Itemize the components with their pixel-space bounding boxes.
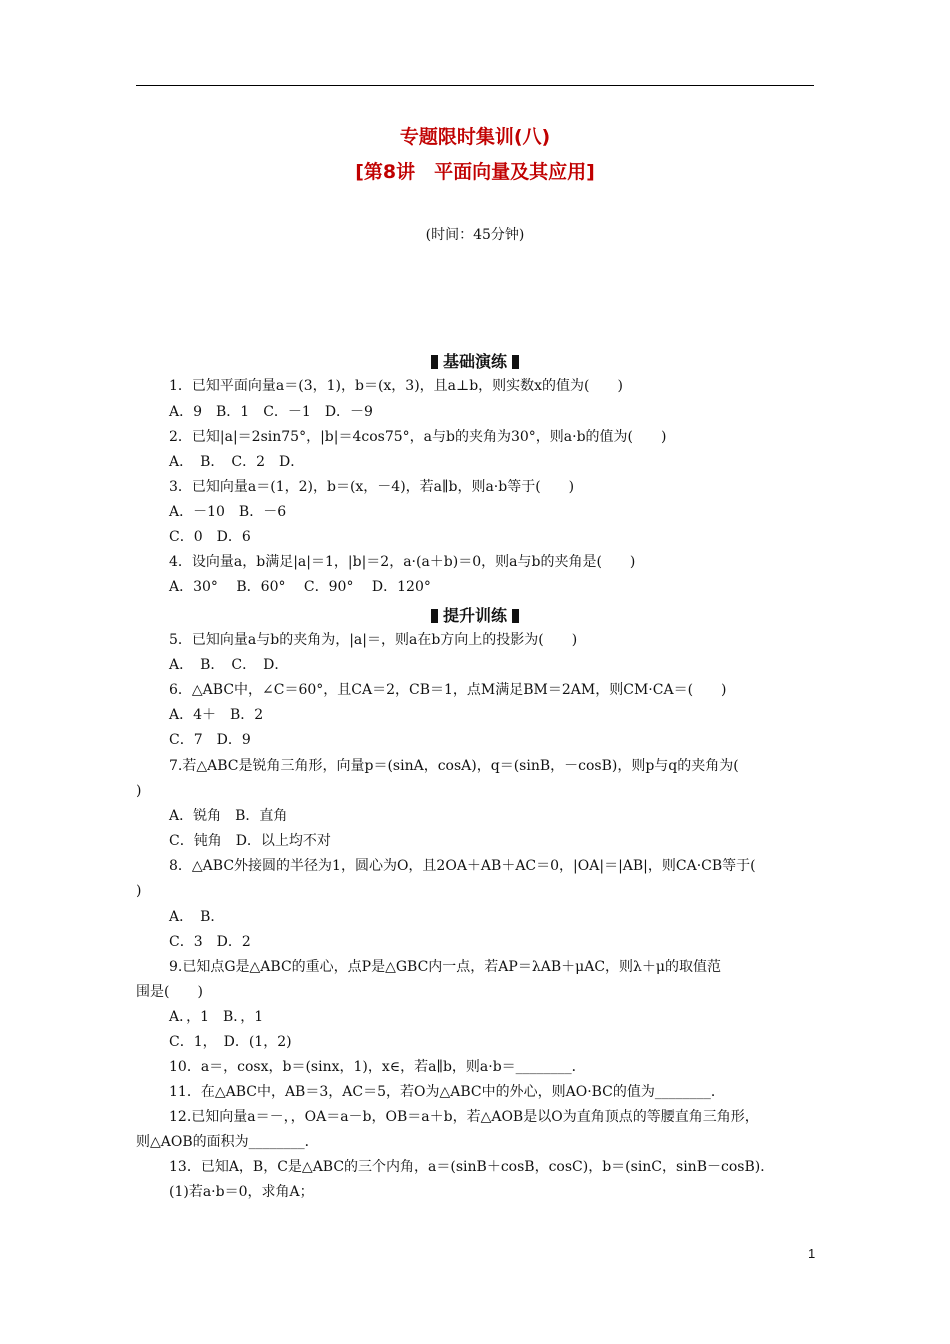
question-5-options: A． B． C． D．: [169, 657, 289, 673]
question-7: 7.若△ABC是锐角三角形，向量p＝(sinA，cosA)，q＝(sinB，－cosB)，则p与q的夹角为(: [169, 758, 739, 774]
section-basic-title: 基础演练: [442, 352, 507, 371]
question-3-options-c: C．0 D．6: [169, 529, 251, 545]
question-3-options-a: A．－10 B．－6: [169, 504, 287, 520]
question-8: 8．△ABC外接圆的半径为1，圆心为O，且2OA＋AB＋AC＝0，|OA|＝|AB|，则CA·CB等于(: [169, 858, 756, 874]
page-number: 1: [808, 1246, 816, 1261]
question-8-options-a: A． B．: [169, 909, 225, 925]
question-7-options-a: A．锐角 B．直角: [169, 808, 288, 824]
question-9-options-a: A．，1 B．，1: [169, 1009, 264, 1025]
section-marker-icon: [512, 355, 519, 369]
question-11: 11．在△ABC中，AB＝3，AC＝5，若O为△ABC中的外心，则AO·BC的值为________．: [169, 1084, 725, 1100]
question-7-cont: ): [136, 783, 142, 799]
header-rule: [136, 85, 814, 86]
question-9-options-c: C．1， D．(1，2): [169, 1034, 292, 1050]
question-13: 13．已知A，B，C是△ABC的三个内角，a＝(sinB＋cosB，cosC)，b＝(sinC，sinB－cosB)．: [169, 1159, 775, 1175]
question-1: 1．已知平面向量a＝(3，1)，b＝(x，3)，且a⊥b，则实数x的值为( ): [169, 378, 623, 394]
question-5: 5．已知向量a与b的夹角为，|a|＝，则a在b方向上的投影为( ): [169, 632, 578, 648]
question-9-cont: 围是( ): [136, 984, 203, 1000]
question-4-options: A．30° B．60° C．90° D．120°: [169, 579, 431, 595]
question-8-cont: ): [136, 883, 142, 899]
doc-subtitle: [第8讲 平面向量及其应用]: [355, 161, 595, 183]
question-4: 4．设向量a，b满足|a|＝1，|b|＝2，a·(a＋b)＝0，则a与b的夹角是( ): [169, 554, 636, 570]
question-7-options-c: C．钝角 D．以上均不对: [169, 833, 331, 849]
question-9: 9.已知点G是△ABC的重心，点P是△GBC内一点，若AP＝λAB＋μAC，则λ＋μ的取值范: [169, 959, 722, 975]
section-basic: [0, 349, 950, 372]
section-advanced: [0, 603, 950, 626]
question-2-options: A． B． C．2 D．: [169, 454, 305, 470]
question-6-options-c: C．7 D．9: [169, 732, 251, 748]
question-2: 2．已知|a|＝2sin75°，|b|＝4cos75°，a与b的夹角为30°，则a·b的值为( ): [169, 429, 667, 445]
question-12: 12.已知向量a＝－，，OA＝a－b，OB＝a＋b，若△AOB是以O为直角顶点的等腰直角三角形，: [169, 1109, 759, 1125]
question-10: 10．a＝，cosx，b＝(sinx，1)，x∈，若a∥b，则a·b＝________．: [169, 1059, 586, 1075]
section-marker-icon: [431, 355, 438, 369]
question-12-cont: 则△AOB的面积为________．: [136, 1134, 319, 1150]
doc-title: 专题限时集训(八): [399, 126, 551, 148]
question-1-options: A．9 B．1 C．－1 D．－9: [169, 404, 373, 420]
question-6: 6．△ABC中，∠C＝60°，且CA＝2，CB＝1，点M满足BM＝2AM，则CM·CA＝( ): [169, 682, 727, 698]
time-limit: (时间：45分钟): [425, 227, 525, 243]
section-advanced-title: 提升训练: [442, 606, 507, 625]
section-marker-icon: [431, 609, 438, 623]
question-8-options-c: C．3 D．2: [169, 934, 251, 950]
question-6-options-a: A．4＋ B．2: [169, 707, 264, 723]
question-3: 3．已知向量a＝(1，2)，b＝(x，－4)，若a∥b，则a·b等于( ): [169, 479, 575, 495]
section-marker-icon: [512, 609, 519, 623]
question-13-part-1: (1)若a·b＝0，求角A；: [169, 1184, 314, 1200]
